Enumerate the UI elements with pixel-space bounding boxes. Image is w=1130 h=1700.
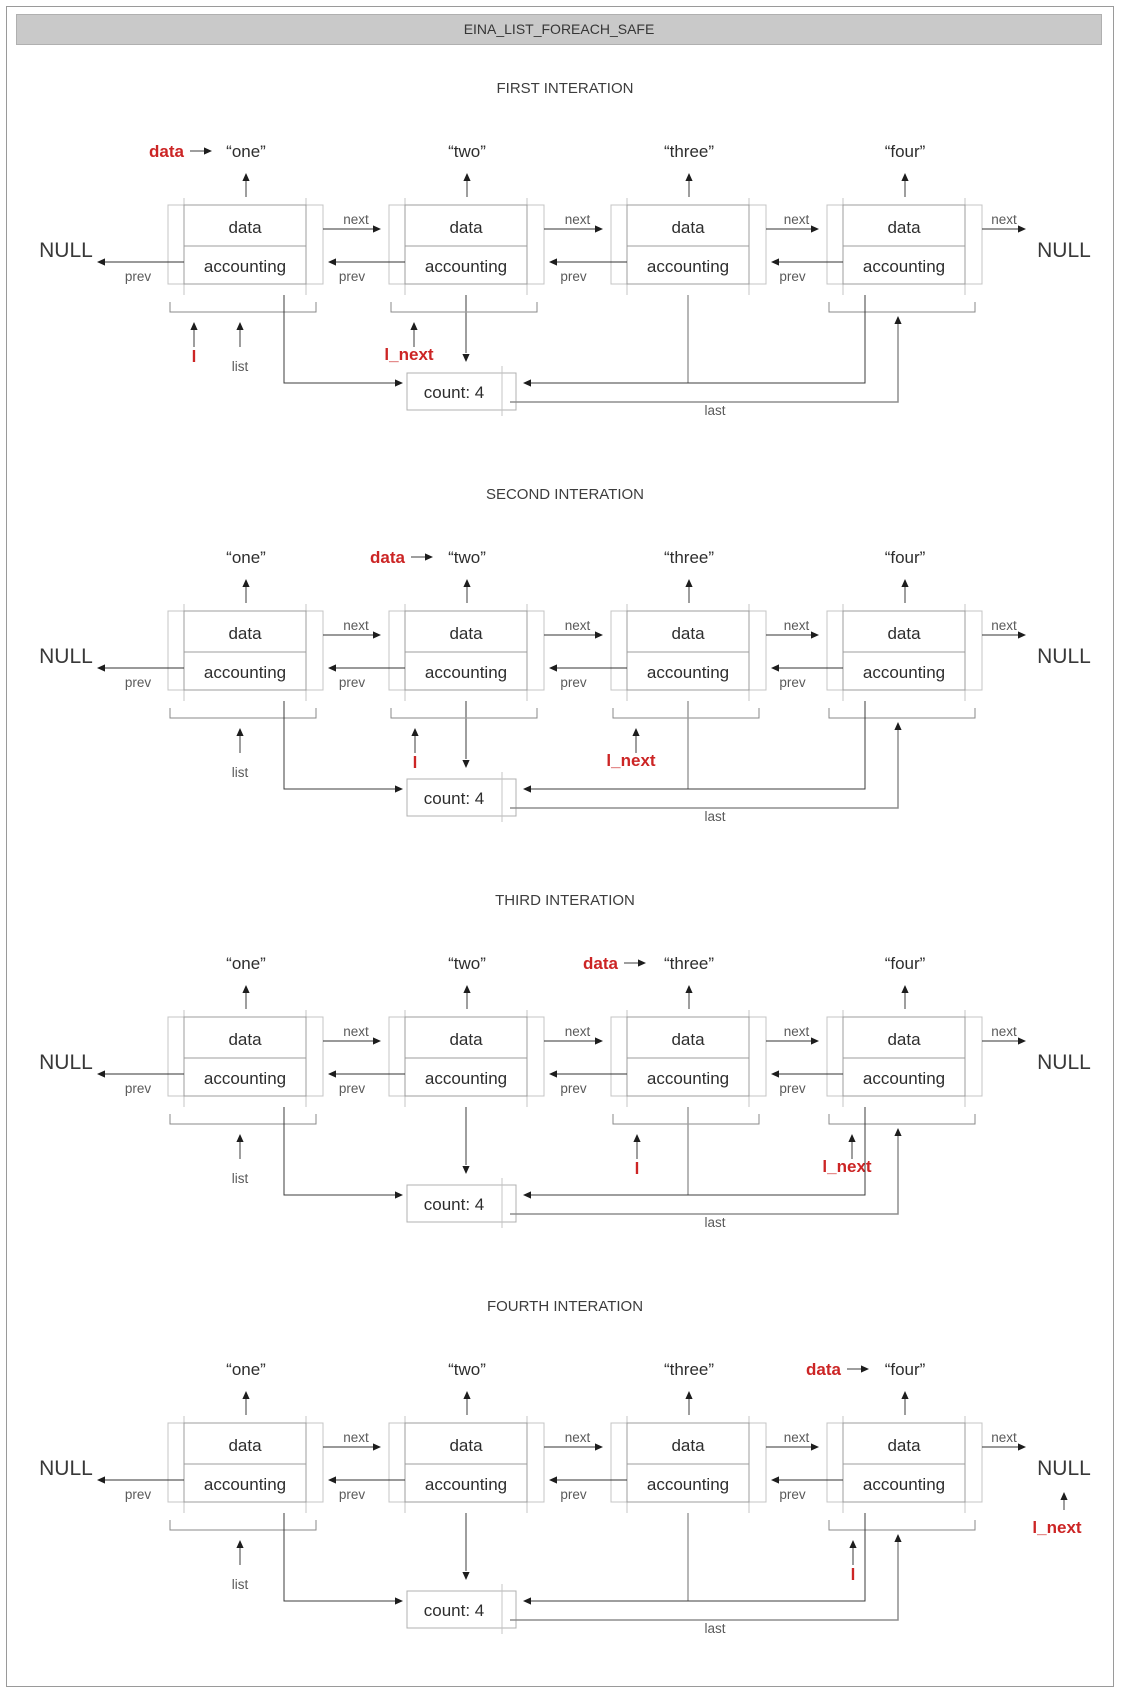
list-node-1 (168, 1360, 323, 1513)
node-4-bracket (829, 708, 975, 718)
last-label: last (704, 403, 726, 418)
section-title-third: THIRD INTERATION (495, 892, 635, 909)
accounting-cell-label: accounting (424, 257, 508, 276)
node-name-label: “one” (226, 954, 266, 973)
node-name-label: “one” (226, 548, 266, 567)
prev-label: prev (124, 1081, 152, 1096)
next-arrowhead (1018, 1443, 1026, 1450)
node-name-label: “four” (884, 954, 926, 973)
node-2-bracket (391, 302, 537, 312)
accounting-cell-label: accounting (646, 1069, 730, 1088)
node-name-arrowhead (242, 1391, 249, 1399)
data-cell-label: data (449, 218, 483, 237)
next-arrowhead (1018, 225, 1026, 232)
list-node-2 (389, 142, 544, 295)
data-pointer-arrowhead (204, 147, 212, 154)
last-arrowhead (894, 1128, 901, 1136)
data-cell-label: data (887, 218, 921, 237)
section-title-fourth: FOURTH INTERATION (486, 1298, 644, 1315)
iteration-3 (39, 954, 1091, 1230)
list-node-4 (827, 142, 982, 295)
node-name-label: “two” (448, 954, 486, 973)
node-name-label: “three” (663, 1360, 715, 1379)
null-right-label: NULL (1037, 239, 1091, 262)
accounting-cell-label: accounting (424, 1069, 508, 1088)
data-pointer (806, 1360, 869, 1379)
count-left-arrowhead (395, 1191, 403, 1198)
node-2-bracket (391, 708, 537, 718)
next-label: next (991, 618, 1017, 633)
node-name-arrowhead (901, 985, 908, 993)
prev-label: prev (779, 1081, 806, 1096)
count-box-assembly (284, 295, 902, 418)
prev-arrowhead (97, 664, 105, 671)
count-link-from-node4 (530, 1107, 865, 1195)
count-link-from-node4 (530, 701, 865, 789)
node-name-arrowhead (685, 173, 692, 181)
null-left-label: NULL (39, 1457, 93, 1480)
next-label: next (564, 1430, 591, 1445)
count-left-arrowhead (395, 379, 403, 386)
count-link-from-node4 (530, 295, 865, 383)
data-cell-label: data (671, 218, 705, 237)
last-label: last (704, 809, 726, 824)
last-arrowhead (894, 316, 901, 324)
last-link (510, 1541, 898, 1620)
data-pointer-arrowhead (861, 1365, 869, 1372)
last-arrowhead (894, 722, 901, 730)
next-label: next (991, 1430, 1017, 1445)
count-right-arrowhead (523, 1191, 531, 1198)
count-link-from-node4 (530, 1513, 865, 1601)
prev-arrowhead (549, 1070, 557, 1077)
prev-arrowhead (97, 258, 105, 265)
list-pointer-label: list (231, 1577, 249, 1592)
list-pointer-label: list (231, 359, 249, 374)
prev-arrowhead (97, 1476, 105, 1483)
node-name-label: “four” (884, 142, 926, 161)
node-name-label: “two” (448, 548, 486, 567)
null-right-label: NULL (1037, 645, 1091, 668)
list-pointer-arrowhead (236, 322, 243, 330)
list-node-2 (389, 1360, 544, 1513)
l-next-pointer-label: l_next (606, 751, 656, 770)
prev-label: prev (338, 269, 366, 284)
list-node-2 (389, 548, 544, 701)
node-1-bracket (170, 708, 316, 718)
list-node-4 (827, 548, 982, 701)
list-node-3 (611, 954, 766, 1107)
count-top-arrowhead (462, 1572, 469, 1580)
iteration-2 (39, 548, 1091, 824)
list-node-3 (611, 548, 766, 701)
count-right-arrowhead (523, 1597, 531, 1604)
count-value: count: 4 (423, 789, 485, 808)
next-label: next (783, 212, 810, 227)
prev-arrowhead (771, 258, 779, 265)
node-name-label: “three” (663, 548, 715, 567)
count-value: count: 4 (423, 383, 485, 402)
data-pointer (370, 548, 433, 567)
last-label: last (704, 1621, 726, 1636)
prev-arrowhead (97, 1070, 105, 1077)
next-arrowhead (595, 631, 603, 638)
prev-label: prev (560, 1081, 587, 1096)
next-arrowhead (373, 631, 381, 638)
next-label: next (343, 1430, 369, 1445)
last-arrowhead (894, 1534, 901, 1542)
node-3-bracket (613, 1114, 759, 1124)
next-label: next (564, 1024, 591, 1039)
accounting-cell-label: accounting (203, 663, 287, 682)
list-node-2 (389, 954, 544, 1107)
null-left-label: NULL (39, 1051, 93, 1074)
count-right-arrowhead (523, 785, 531, 792)
next-arrowhead (1018, 1037, 1026, 1044)
node-3-bracket (613, 708, 759, 718)
list-node-4 (827, 1360, 982, 1513)
l-pointer-label: l (850, 1565, 856, 1584)
list-node-1 (168, 548, 323, 701)
node-name-arrowhead (463, 579, 470, 587)
data-pointer-label: data (806, 1360, 841, 1379)
last-link (510, 323, 898, 402)
node-name-arrowhead (901, 1391, 908, 1399)
next-label: next (783, 1024, 810, 1039)
prev-arrowhead (771, 1070, 779, 1077)
section-title-second: SECOND INTERATION (485, 486, 645, 503)
prev-label: prev (560, 1487, 587, 1502)
l-pointer-label: l (634, 1159, 640, 1178)
node-name-arrowhead (463, 173, 470, 181)
prev-label: prev (779, 675, 806, 690)
accounting-cell-label: accounting (862, 1475, 946, 1494)
accounting-cell-label: accounting (646, 663, 730, 682)
next-arrowhead (595, 225, 603, 232)
null-right-label: NULL (1037, 1051, 1091, 1074)
count-link-from-node1 (284, 295, 396, 383)
node-name-arrowhead (685, 985, 692, 993)
node-4-bracket (829, 1114, 975, 1124)
l-pointer-arrowhead (849, 1540, 856, 1548)
l-pointer-label: l (191, 347, 197, 366)
node-name-label: “three” (663, 954, 715, 973)
node-name-label: “one” (226, 142, 266, 161)
next-arrowhead (1018, 631, 1026, 638)
next-label: next (783, 1430, 810, 1445)
list-pointer-label: list (231, 1171, 249, 1186)
count-left-arrowhead (395, 785, 403, 792)
data-pointer-label: data (370, 548, 405, 567)
next-arrowhead (595, 1037, 603, 1044)
count-link-from-node1 (284, 1513, 396, 1601)
node-4-bracket (829, 302, 975, 312)
accounting-cell-label: accounting (646, 257, 730, 276)
next-arrowhead (373, 225, 381, 232)
data-cell-label: data (228, 624, 262, 643)
next-arrowhead (373, 1037, 381, 1044)
count-right-arrowhead (523, 379, 531, 386)
section-title-first: FIRST INTERATION (496, 80, 634, 97)
node-name-arrowhead (242, 579, 249, 587)
l-pointer-arrowhead (190, 322, 197, 330)
count-box-assembly (284, 1107, 902, 1230)
null-left-label: NULL (39, 645, 93, 668)
count-value: count: 4 (423, 1601, 485, 1620)
count-top-arrowhead (462, 354, 469, 362)
l-next-pointer-arrowhead (1060, 1492, 1067, 1500)
data-pointer (583, 954, 646, 973)
list-node-3 (611, 1360, 766, 1513)
accounting-cell-label: accounting (862, 257, 946, 276)
prev-arrowhead (328, 1070, 336, 1077)
node-name-arrowhead (685, 579, 692, 587)
count-box-assembly (284, 1513, 902, 1636)
count-link-from-node1 (284, 701, 396, 789)
prev-label: prev (338, 1487, 366, 1502)
node-4-bracket (829, 1520, 975, 1530)
data-cell-label: data (449, 1436, 483, 1455)
accounting-cell-label: accounting (646, 1475, 730, 1494)
prev-label: prev (779, 269, 806, 284)
l-pointer-arrowhead (633, 1134, 640, 1142)
accounting-cell-label: accounting (862, 663, 946, 682)
node-name-label: “four” (884, 1360, 926, 1379)
count-top-arrowhead (462, 760, 469, 768)
next-arrowhead (811, 1443, 819, 1450)
list-pointer-arrowhead (236, 728, 243, 736)
node-name-arrowhead (463, 1391, 470, 1399)
prev-label: prev (124, 675, 152, 690)
data-cell-label: data (671, 624, 705, 643)
data-cell-label: data (671, 1030, 705, 1049)
count-link-from-node1 (284, 1107, 396, 1195)
node-1-bracket (170, 1520, 316, 1530)
accounting-cell-label: accounting (862, 1069, 946, 1088)
accounting-cell-label: accounting (203, 257, 287, 276)
node-name-arrowhead (901, 173, 908, 181)
data-pointer-arrowhead (425, 553, 433, 560)
null-right-label: NULL (1037, 1457, 1091, 1480)
prev-label: prev (779, 1487, 806, 1502)
list-pointer-label: list (231, 765, 249, 780)
next-label: next (991, 212, 1017, 227)
next-label: next (564, 618, 591, 633)
l-next-pointer-arrowhead (410, 322, 417, 330)
list-pointer-arrowhead (236, 1134, 243, 1142)
list-node-3 (611, 142, 766, 295)
l-next-pointer-label: l_next (384, 345, 434, 364)
next-label: next (564, 212, 591, 227)
node-name-arrowhead (242, 985, 249, 993)
prev-label: prev (338, 675, 366, 690)
node-name-label: “two” (448, 1360, 486, 1379)
data-cell-label: data (887, 1030, 921, 1049)
prev-arrowhead (771, 1476, 779, 1483)
node-name-label: “four” (884, 548, 926, 567)
accounting-cell-label: accounting (424, 663, 508, 682)
data-cell-label: data (671, 1436, 705, 1455)
last-link (510, 729, 898, 808)
prev-arrowhead (549, 258, 557, 265)
prev-arrowhead (549, 664, 557, 671)
node-name-label: “two” (448, 142, 486, 161)
next-arrowhead (373, 1443, 381, 1450)
count-value: count: 4 (423, 1195, 485, 1214)
data-cell-label: data (228, 1030, 262, 1049)
accounting-cell-label: accounting (424, 1475, 508, 1494)
node-1-bracket (170, 302, 316, 312)
data-pointer (149, 142, 212, 161)
prev-label: prev (338, 1081, 366, 1096)
data-cell-label: data (449, 1030, 483, 1049)
node-name-label: “one” (226, 1360, 266, 1379)
next-arrowhead (811, 631, 819, 638)
node-name-label: “three” (663, 142, 715, 161)
next-arrowhead (811, 1037, 819, 1044)
data-pointer-label: data (149, 142, 184, 161)
data-cell-label: data (228, 1436, 262, 1455)
l-next-pointer-arrowhead (632, 728, 639, 736)
count-top-arrowhead (462, 1166, 469, 1174)
list-node-1 (168, 142, 323, 295)
node-name-arrowhead (901, 579, 908, 587)
prev-arrowhead (771, 664, 779, 671)
node-1-bracket (170, 1114, 316, 1124)
data-pointer-label: data (583, 954, 618, 973)
node-name-arrowhead (242, 173, 249, 181)
null-left-label: NULL (39, 239, 93, 262)
l-next-pointer-arrowhead (848, 1134, 855, 1142)
l-next-pointer-label: l_next (822, 1157, 872, 1176)
count-left-arrowhead (395, 1597, 403, 1604)
prev-label: prev (560, 675, 587, 690)
list-node-1 (168, 954, 323, 1107)
prev-arrowhead (328, 258, 336, 265)
next-label: next (343, 212, 369, 227)
iteration-4 (39, 1360, 1091, 1636)
last-label: last (704, 1215, 726, 1230)
list-node-4 (827, 954, 982, 1107)
prev-arrowhead (328, 664, 336, 671)
prev-label: prev (560, 269, 587, 284)
prev-arrowhead (549, 1476, 557, 1483)
l-next-pointer-label: l_next (1032, 1518, 1082, 1537)
next-label: next (991, 1024, 1017, 1039)
data-cell-label: data (887, 624, 921, 643)
next-label: next (343, 618, 369, 633)
next-label: next (343, 1024, 369, 1039)
prev-label: prev (124, 1487, 152, 1502)
accounting-cell-label: accounting (203, 1475, 287, 1494)
l-pointer-arrowhead (411, 728, 418, 736)
next-label: next (783, 618, 810, 633)
data-pointer-arrowhead (638, 959, 646, 966)
window-title: EINA_LIST_FOREACH_SAFE (463, 21, 655, 37)
data-cell-label: data (228, 218, 262, 237)
prev-arrowhead (328, 1476, 336, 1483)
count-box-assembly (284, 701, 902, 824)
next-arrowhead (595, 1443, 603, 1450)
accounting-cell-label: accounting (203, 1069, 287, 1088)
data-cell-label: data (887, 1436, 921, 1455)
node-name-arrowhead (685, 1391, 692, 1399)
data-cell-label: data (449, 624, 483, 643)
node-name-arrowhead (463, 985, 470, 993)
iteration-1 (39, 142, 1091, 418)
prev-label: prev (124, 269, 152, 284)
l-pointer-label: l (412, 753, 418, 772)
list-pointer-arrowhead (236, 1540, 243, 1548)
next-arrowhead (811, 225, 819, 232)
